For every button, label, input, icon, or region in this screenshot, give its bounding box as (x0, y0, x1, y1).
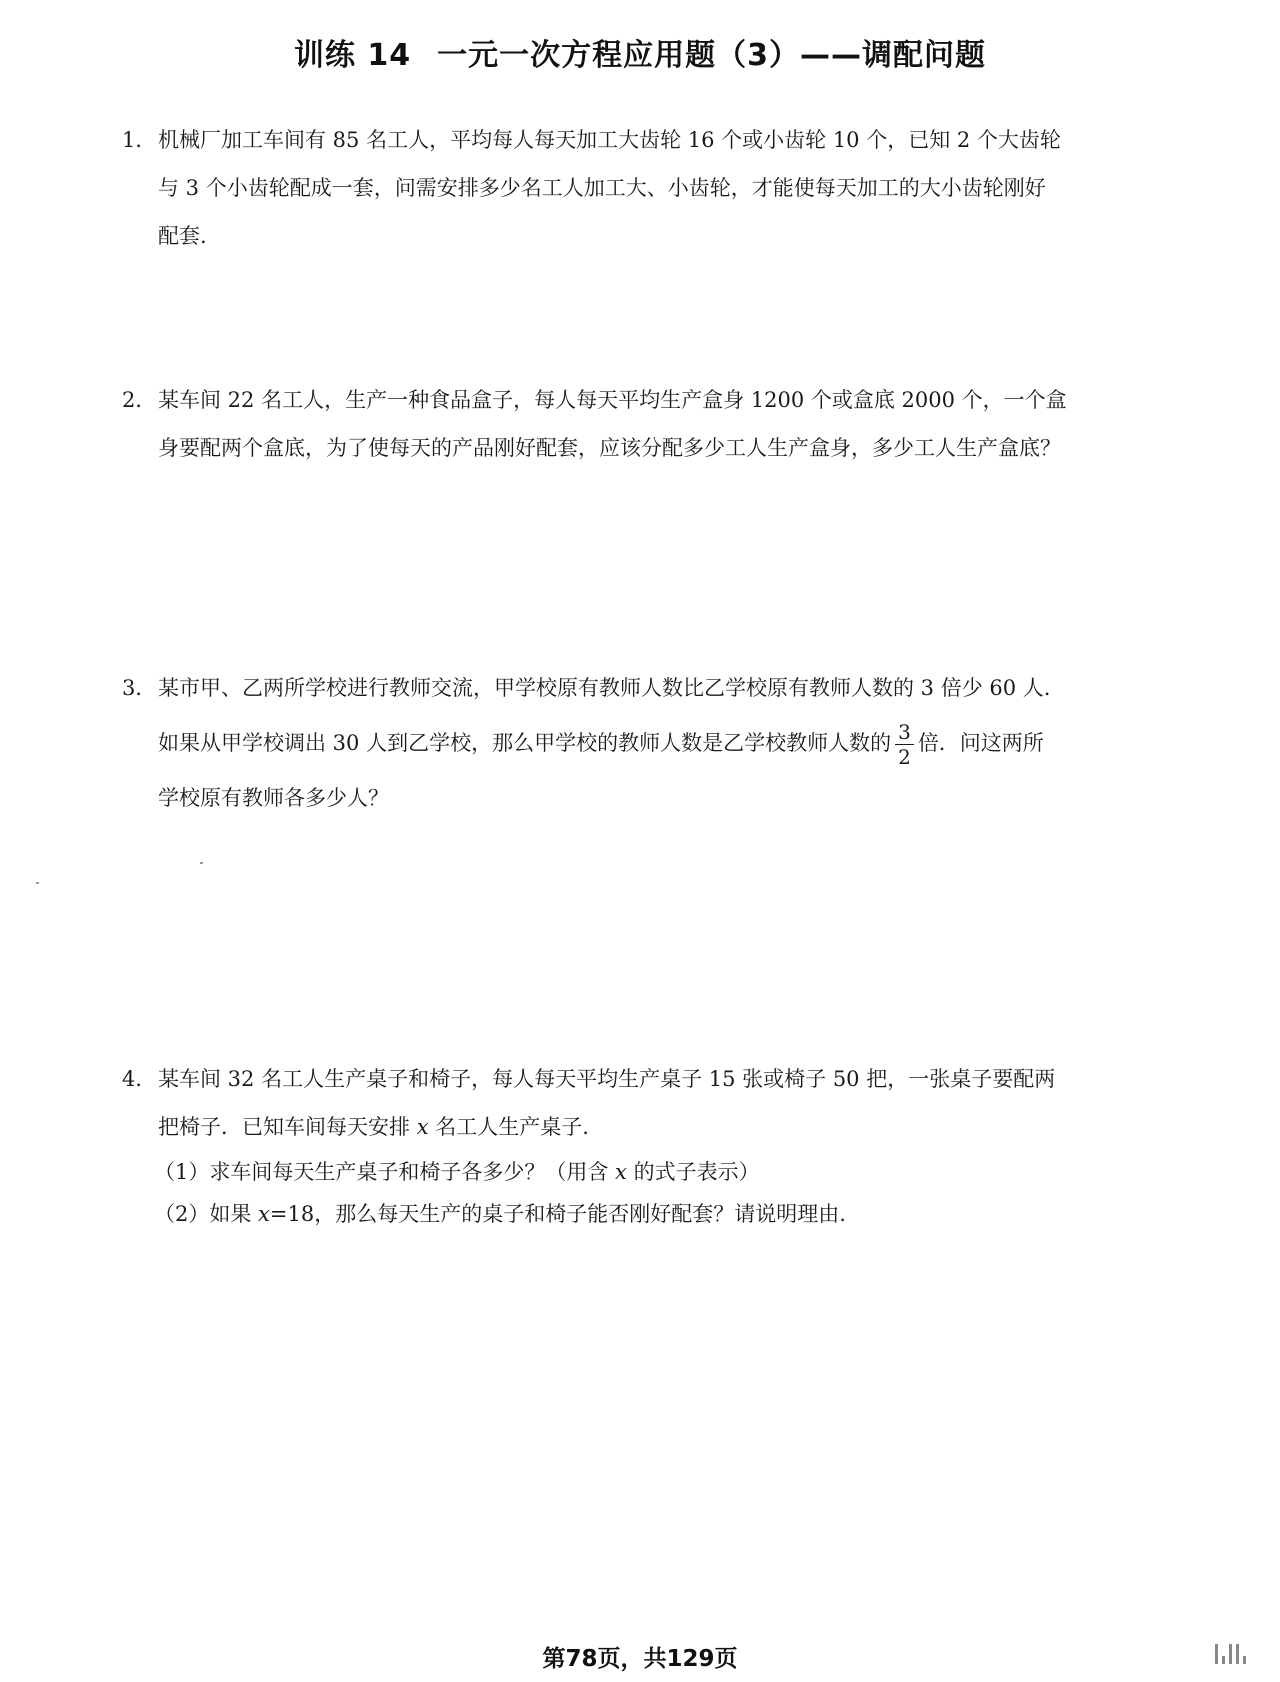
question-number: 1． (122, 128, 157, 152)
question-text-line: 机械厂加工车间有 85 名工人，平均每人每天加工大齿轮 16 个或小齿轮 10 个，已知 2 个大齿轮 (158, 128, 1061, 152)
question-text-line: 名工人生产桌子. (428, 1115, 589, 1139)
subquestion-text: （1）求车间每天生产桌子和椅子各多少？（用含 (154, 1160, 616, 1184)
question-number: 2． (122, 388, 157, 412)
question-3 (122, 664, 1172, 822)
variable-x: x (258, 1202, 270, 1226)
scan-speck (200, 862, 203, 864)
fraction-numerator: 3 (895, 720, 914, 745)
fraction-denominator: 2 (898, 745, 911, 769)
question-text-line: 身要配两个盒底，为了使每天的产品刚好配套，应该分配多少工人生产盒身，多少工人生产盒底？ (158, 436, 1061, 460)
subquestion-text: 的式子表示） (626, 1160, 760, 1184)
question-text-line: 把椅子．已知车间每天安排 (158, 1115, 417, 1139)
subquestion-text: （2）如果 (154, 1202, 259, 1226)
question-text-line: 某市甲、乙两所学校进行教师交流，甲学校原有教师人数比乙学校原有教师人数的 3 倍少 60 人. (158, 676, 1051, 700)
question-text-line: 某车间 22 名工人，生产一种食品盒子，每人每天平均生产盒身 1200 个或盒底 2000 个，一个盒 (158, 388, 1067, 412)
scan-speck (36, 882, 39, 884)
title-lesson: 训练 14 (293, 38, 412, 73)
question-2 (122, 376, 1172, 472)
question-text-line: 如果从甲学校调出 30 人到乙学校，那么甲学校的教师人数是乙学校教师人数的 (158, 731, 892, 755)
fraction (895, 720, 914, 769)
scan-edge-marks (1215, 1640, 1246, 1664)
variable-x: x (416, 1115, 429, 1139)
page-title (0, 30, 1280, 74)
question-text-line: 学校原有教师各多少人？ (158, 786, 389, 810)
page-number-footer: 第78页，共129页 (542, 1646, 738, 1672)
subquestion-text: =18，那么每天生产的桌子和椅子能否刚好配套？请说明理由. (269, 1202, 846, 1226)
question-text-line: 配套. (158, 224, 207, 248)
question-number: 4． (122, 1067, 157, 1091)
question-text-line: 某车间 32 名工人生产桌子和椅子，每人每天平均生产桌子 15 张或椅子 50 把，一张桌子要配两 (158, 1067, 1056, 1091)
title-topic: 一元一次方程应用题（3）——调配问题 (437, 38, 987, 73)
question-text-line: 倍．问这两所 (917, 731, 1044, 755)
question-number: 3． (122, 676, 157, 700)
question-text-line: 与 3 个小齿轮配成一套，问需安排多少名工人加工大、小齿轮，才能使每天加工的大小齿轮刚好 (158, 176, 1046, 200)
question-1 (122, 116, 1172, 260)
question-4 (122, 1055, 1172, 1235)
variable-x: x (615, 1160, 627, 1184)
